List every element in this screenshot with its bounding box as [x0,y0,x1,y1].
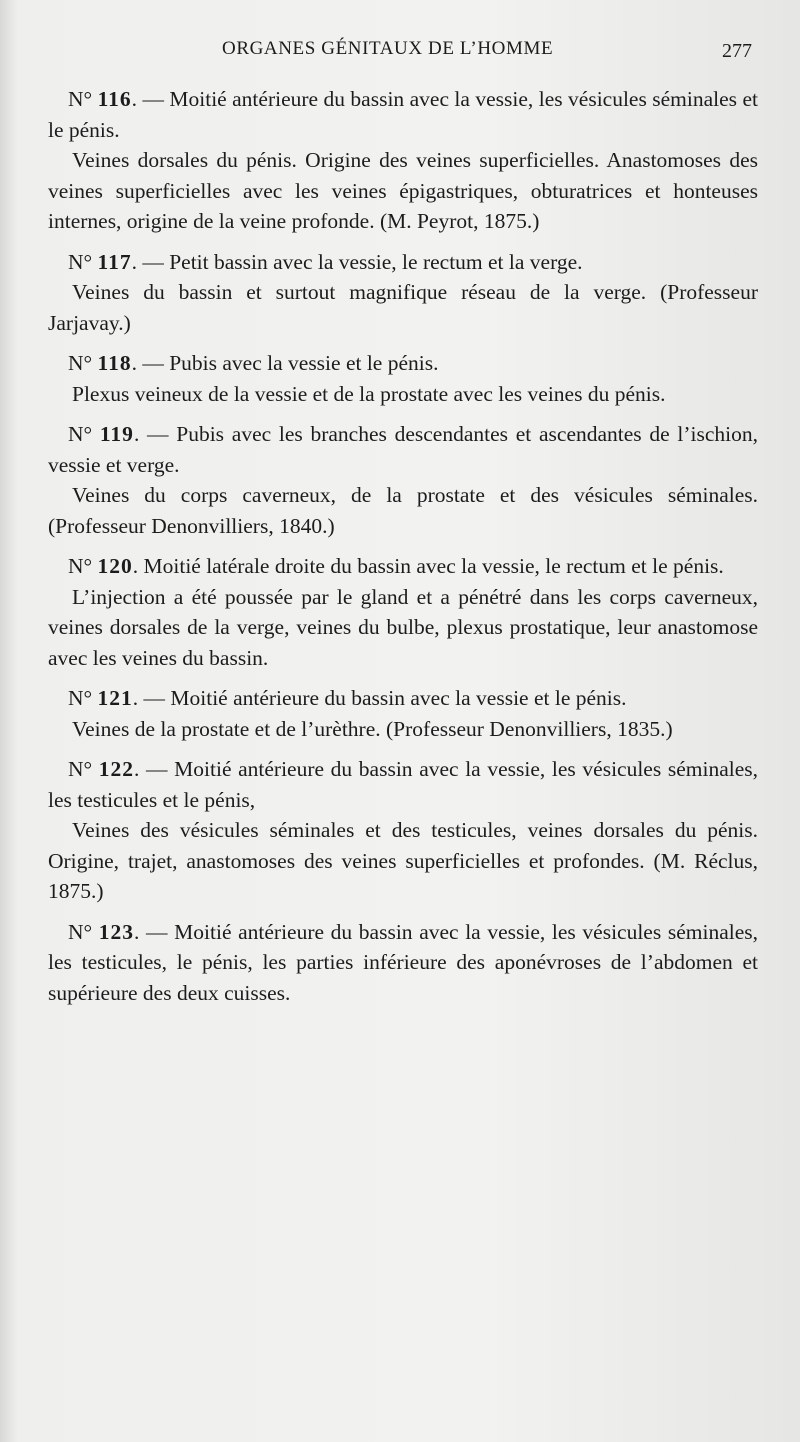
entry-prefix: N° [68,249,93,274]
entry-number: 118 [97,351,132,375]
entry-description: Veines du corps caverneux, de la prostate et des vésicules séminales. (Professeur Denonvilliers, 1840.) [48,483,758,538]
catalog-entry-118 [48,348,758,409]
catalog-entry-123 [48,917,758,1009]
entry-heading [48,917,758,1009]
catalog-entry-122 [48,754,758,907]
entry-title: . — Moitié antérieure du bassin avec la vessie, les vésicules séminales, les testicules et le pénis, [48,757,759,812]
entry-number: 117 [97,249,132,274]
entry-heading [48,551,758,582]
entry-title: . — Pubis avec la vessie et le pénis. [131,351,439,375]
entry-heading [48,247,758,278]
entry-number: 121 [97,686,133,710]
entry-number: 116 [97,87,132,111]
page-number: 277 [722,40,752,62]
entry-number: 119 [99,422,134,446]
catalog-entry-121 [48,683,758,744]
entry-description: Veines dorsales du pénis. Origine des veines superficielles. Anastomoses des veines superficielles avec les veines épigastriques, obturatrices et honteuses internes, origine de la veine profonde. (M. Peyrot, 1875.) [48,148,758,233]
catalog-entry-120 [48,551,758,673]
entry-heading [48,683,758,714]
entry-description: Veines de la prostate et de l’urèthre. (Professeur Denonvilliers, 1835.) [72,716,673,741]
catalog-entries [48,84,758,1018]
entry-prefix: N° [68,686,93,710]
entry-description: Veines des vésicules séminales et des testicules, veines dorsales du pénis. Origine, trajet, anastomoses des veines superficielles et profondes. (M. Réclus, 1875.) [48,818,758,903]
entry-heading [48,419,758,480]
catalog-entry-119 [48,419,758,541]
entry-number: 122 [98,757,135,781]
entry-prefix: N° [68,422,93,446]
entry-number: 123 [98,919,135,944]
entry-description: Plexus veineux de la vessie et de la prostate avec les veines du pénis. [72,381,666,406]
entry-prefix: N° [68,554,93,578]
entry-prefix: N° [68,757,93,781]
entry-title: . — Moitié antérieure du bassin avec la vessie, les vésicules séminales, les testicules, le pénis, les parties inférieure des aponévroses de l’abdomen et supérieure des deux cuisses. [48,919,759,1005]
entry-title: . — Pubis avec les branches descendantes et ascendantes de l’ischion, vessie et verge. [48,422,759,477]
catalog-entry-117 [48,247,758,339]
running-title: ORGANES GÉNITAUX DE L’HOMME [222,38,554,59]
entry-prefix: N° [68,87,93,111]
entry-title: . — Petit bassin avec la vessie, le rectum et la verge. [131,249,583,274]
entry-heading [48,348,758,379]
entry-number: 120 [97,554,133,578]
entry-heading [48,754,758,815]
page-header [0,36,800,66]
entry-title: . — Moitié antérieure du bassin avec la vessie et le pénis. [132,686,627,710]
entry-description: Veines du bassin et surtout magnifique réseau de la verge. (Professeur Jarjavay.) [48,280,758,335]
entry-prefix: N° [68,351,93,375]
entry-title: . Moitié latérale droite du bassin avec la vessie, le rectum et le pénis. [132,554,724,578]
catalog-entry-116 [48,84,758,237]
entry-description: L’injection a été poussée par le gland et a pénétré dans les corps caverneux, veines dorsales de la verge, veines du bulbe, plexus prostatique, leur anastomose avec les veines du bassin. [48,584,758,670]
entry-heading [48,84,758,145]
entry-title: . — Moitié antérieure du bassin avec la vessie, les vésicules séminales et le pénis. [48,87,758,142]
entry-prefix: N° [68,919,93,944]
